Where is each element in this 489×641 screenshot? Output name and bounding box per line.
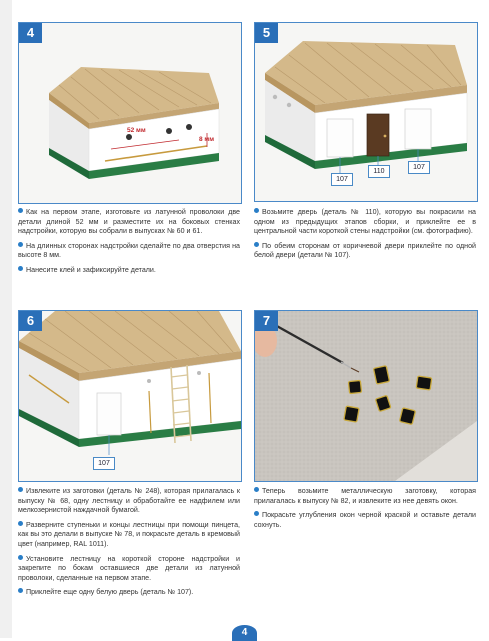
part-tag-110: 110 [368,165,390,178]
step-7-photo [254,310,478,482]
bullet-icon [18,555,23,560]
step-5-photo [254,22,478,202]
bullet-icon [254,487,259,492]
bullet-icon [254,242,259,247]
step-6-number: 6 [19,311,42,331]
bullet-icon [18,242,23,247]
step-4-text [18,208,240,281]
bullet-icon [254,208,259,213]
bullet-icon [18,266,23,271]
step-6-paragraph: Разверните ступеньки и концы лестницы при помощи пинцета, как вы это делали в выпуске № 78, и покрасьте деталь в кремовый цвет (например, RAL 1011). [18,520,240,548]
step-7-paragraph: Покрасьте углубления окон черной краской и оставьте детали сохнуть. [254,511,476,529]
step-7-paragraph: Теперь возьмите металлическую заготовку, которая прилагалась к выпуску № 82, и извлеките из нее девять окон. [254,487,476,505]
step-5-paragraph: Возьмите дверь (деталь № 110), которую вы покрасили на одном из предыдущих этапов сборки, и приклейте ее в центральной части короткой стены надстройки (см. фотографию). [254,208,476,236]
step-4-number: 4 [19,23,42,43]
part-tag-107-right: 107 [408,161,430,174]
step-4-photo [18,22,242,204]
bullet-icon [254,511,259,516]
step-7-number: 7 [255,311,278,331]
step-6-text [18,487,240,603]
step-5-number: 5 [255,23,278,43]
bullet-icon [18,208,23,213]
step-5-text [254,208,476,266]
dimension-label-short: 8 мм [199,136,215,143]
step-4-paragraph: Как на первом этапе, изготовьте из латунной проволоки две детали длиной 52 мм и разместите их на боковых стенках надстройки, которую вы собрали в выпусках № 60 и 61. [18,208,240,236]
bullet-icon [18,588,23,593]
page-number: 4 [232,625,257,641]
step-4-paragraph: Нанесите клей и зафиксируйте детали. [18,266,240,276]
step-4-paragraph: На длинных сторонах надстройки сделайте по два отверстия на высоте 8 мм. [18,241,240,260]
step-6-paragraph: Приклейте еще одну белую дверь (деталь № 107). [18,588,240,598]
bullet-icon [18,521,23,526]
bullet-icon [18,487,23,492]
step-7-text [254,487,476,535]
step-5-model-illustration [255,23,477,201]
step-5-paragraph: По обеим сторонам от коричневой двери приклейте по одной белой двери (детали № 107). [254,241,476,260]
step-6-paragraph: Установите лестницу на короткой стороне надстройки и закрепите по бокам оставшиеся две детали из латунной проволоки, сделанные на первом этапе. [18,554,240,582]
step-6-model-illustration [19,311,241,481]
step-6-paragraph: Извлеките из заготовки (деталь № 248), которая прилагалась к выпуску № 68, одну лестницу и обработайте ее надфилем или мелкозернистой наждачной бумагой. [18,487,240,515]
step-7-windows-illustration [255,311,477,481]
part-tag-107: 107 [93,457,115,470]
dimension-label-long: 52 мм [127,127,146,134]
part-tag-107-left: 107 [331,173,353,186]
step-6-photo [18,310,242,482]
step-4-model-illustration [19,23,241,203]
page-edge [0,0,12,638]
